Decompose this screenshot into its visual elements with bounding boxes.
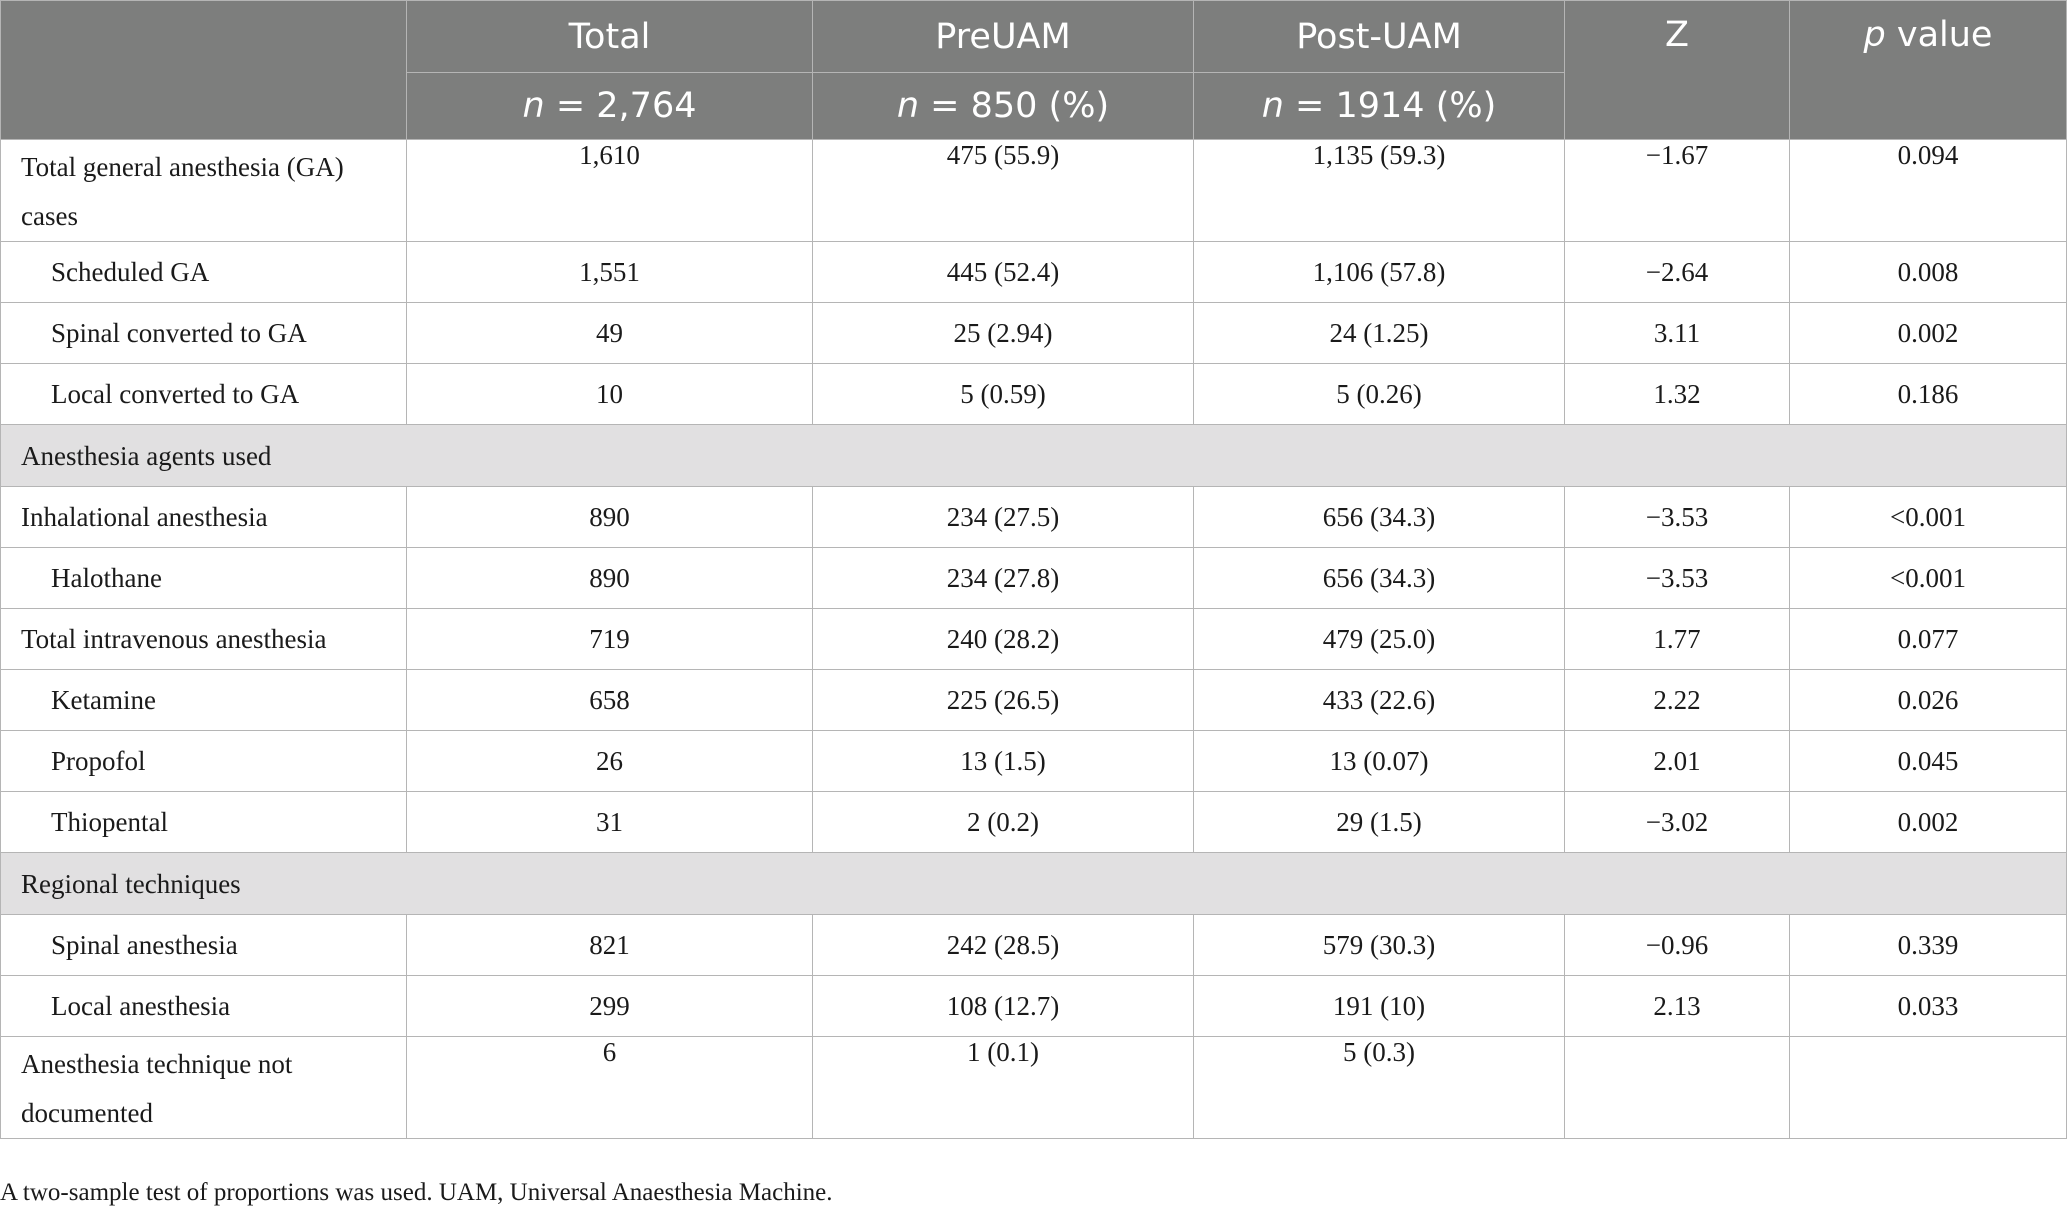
cell-pre-uam: 13 (1.5) xyxy=(813,731,1194,792)
header-post-uam: Post-UAM xyxy=(1194,1,1565,73)
cell-pre-uam: 242 (28.5) xyxy=(813,915,1194,976)
cell-total: 10 xyxy=(407,364,813,425)
cell-z xyxy=(1565,1037,1790,1139)
cell-pre-uam: 234 (27.5) xyxy=(813,487,1194,548)
cell-pre-uam: 25 (2.94) xyxy=(813,303,1194,364)
cell-p-value: 0.094 xyxy=(1790,140,2067,242)
cell-z: 1.77 xyxy=(1565,609,1790,670)
cell-total: 299 xyxy=(407,976,813,1037)
cell-p-value: 0.008 xyxy=(1790,242,2067,303)
cell-pre-uam: 2 (0.2) xyxy=(813,792,1194,853)
cell-post-uam: 479 (25.0) xyxy=(1194,609,1565,670)
cell-total: 719 xyxy=(407,609,813,670)
cell-z: 2.22 xyxy=(1565,670,1790,731)
cell-z: 1.32 xyxy=(1565,364,1790,425)
cell-pre-uam: 475 (55.9) xyxy=(813,140,1194,242)
cell-total: 49 xyxy=(407,303,813,364)
cell-z: −0.96 xyxy=(1565,915,1790,976)
cell-p-value: 0.339 xyxy=(1790,915,2067,976)
cell-pre-uam: 108 (12.7) xyxy=(813,976,1194,1037)
cell-z: 3.11 xyxy=(1565,303,1790,364)
cell-post-uam: 656 (34.3) xyxy=(1194,548,1565,609)
cell-total: 658 xyxy=(407,670,813,731)
table-body xyxy=(1,140,2067,1139)
cell-total: 31 xyxy=(407,792,813,853)
cell-p-value: <0.001 xyxy=(1790,548,2067,609)
cell-z: −3.53 xyxy=(1565,487,1790,548)
header-p-italic: p xyxy=(1863,15,1886,55)
row-label: Inhalational anesthesia xyxy=(1,487,407,548)
header-p-rest: value xyxy=(1885,15,1993,55)
section-label: Anesthesia agents used xyxy=(1,425,2067,487)
cell-p-value: 0.033 xyxy=(1790,976,2067,1037)
header-blank-cell xyxy=(1,1,407,140)
cell-p-value: 0.045 xyxy=(1790,731,2067,792)
row-label: Thiopental xyxy=(1,792,407,853)
cell-pre-uam: 240 (28.2) xyxy=(813,609,1194,670)
row-label: Local anesthesia xyxy=(1,976,407,1037)
cell-z: −3.53 xyxy=(1565,548,1790,609)
cell-z: 2.01 xyxy=(1565,731,1790,792)
cell-p-value xyxy=(1790,1037,2067,1139)
row-label: Scheduled GA xyxy=(1,242,407,303)
table-row xyxy=(1,1037,2067,1139)
table-row xyxy=(1,548,2067,609)
row-label: Total intravenous anesthesia xyxy=(1,609,407,670)
cell-total: 1,551 xyxy=(407,242,813,303)
section-row xyxy=(1,853,2067,915)
cell-p-value: 0.002 xyxy=(1790,303,2067,364)
cell-p-value: 0.002 xyxy=(1790,792,2067,853)
cell-pre-uam: 234 (27.8) xyxy=(813,548,1194,609)
cell-total: 1,610 xyxy=(407,140,813,242)
cell-pre-uam: 225 (26.5) xyxy=(813,670,1194,731)
header-total: Total xyxy=(407,1,813,73)
cell-post-uam: 579 (30.3) xyxy=(1194,915,1565,976)
cell-total: 6 xyxy=(407,1037,813,1139)
cell-post-uam: 1,106 (57.8) xyxy=(1194,242,1565,303)
row-label: Total general anesthesia (GA) cases xyxy=(1,140,407,242)
table-row xyxy=(1,609,2067,670)
cell-z: 2.13 xyxy=(1565,976,1790,1037)
cell-pre-uam: 445 (52.4) xyxy=(813,242,1194,303)
table-row xyxy=(1,242,2067,303)
table-row xyxy=(1,487,2067,548)
row-label: Spinal anesthesia xyxy=(1,915,407,976)
cell-pre-uam: 5 (0.59) xyxy=(813,364,1194,425)
table-row xyxy=(1,364,2067,425)
cell-p-value: 0.026 xyxy=(1790,670,2067,731)
cell-post-uam: 433 (22.6) xyxy=(1194,670,1565,731)
header-z: Z xyxy=(1565,1,1790,140)
cell-post-uam: 29 (1.5) xyxy=(1194,792,1565,853)
table-footnote: A two-sample test of proportions was used. UAM, Universal Anaesthesia Machine. xyxy=(0,1179,833,1206)
row-label: Anesthesia technique not documented xyxy=(1,1037,407,1139)
cell-z: −2.64 xyxy=(1565,242,1790,303)
table-row xyxy=(1,976,2067,1037)
cell-total: 890 xyxy=(407,548,813,609)
cell-total: 821 xyxy=(407,915,813,976)
header-pre-uam: PreUAM xyxy=(813,1,1194,73)
header-post-n: n = 1914 (%) xyxy=(1194,73,1565,140)
table-row xyxy=(1,140,2067,242)
row-label: Local converted to GA xyxy=(1,364,407,425)
header-total-n-text: = 2,764 xyxy=(544,86,697,126)
header-pre-n-text: = 850 (%) xyxy=(919,86,1110,126)
cell-p-value: 0.186 xyxy=(1790,364,2067,425)
section-label: Regional techniques xyxy=(1,853,2067,915)
cell-z: −3.02 xyxy=(1565,792,1790,853)
header-pre-n: n = 850 (%) xyxy=(813,73,1194,140)
row-label: Ketamine xyxy=(1,670,407,731)
cell-z: −1.67 xyxy=(1565,140,1790,242)
cell-p-value: <0.001 xyxy=(1790,487,2067,548)
cell-total: 26 xyxy=(407,731,813,792)
cell-post-uam: 5 (0.3) xyxy=(1194,1037,1565,1139)
row-label: Halothane xyxy=(1,548,407,609)
table-row xyxy=(1,670,2067,731)
cell-post-uam: 5 (0.26) xyxy=(1194,364,1565,425)
header-post-n-text: = 1914 (%) xyxy=(1283,86,1497,126)
header-p-value xyxy=(1790,1,2067,140)
header-total-n: n = 2,764 xyxy=(407,73,813,140)
table-row xyxy=(1,915,2067,976)
cell-post-uam: 1,135 (59.3) xyxy=(1194,140,1565,242)
header-row-1 xyxy=(1,1,2067,73)
table-row xyxy=(1,731,2067,792)
cell-post-uam: 24 (1.25) xyxy=(1194,303,1565,364)
cell-pre-uam: 1 (0.1) xyxy=(813,1037,1194,1139)
row-label: Spinal converted to GA xyxy=(1,303,407,364)
cell-post-uam: 656 (34.3) xyxy=(1194,487,1565,548)
table-row xyxy=(1,303,2067,364)
table-row xyxy=(1,792,2067,853)
cell-post-uam: 13 (0.07) xyxy=(1194,731,1565,792)
section-row xyxy=(1,425,2067,487)
cell-post-uam: 191 (10) xyxy=(1194,976,1565,1037)
row-label: Propofol xyxy=(1,731,407,792)
cell-p-value: 0.077 xyxy=(1790,609,2067,670)
cell-total: 890 xyxy=(407,487,813,548)
